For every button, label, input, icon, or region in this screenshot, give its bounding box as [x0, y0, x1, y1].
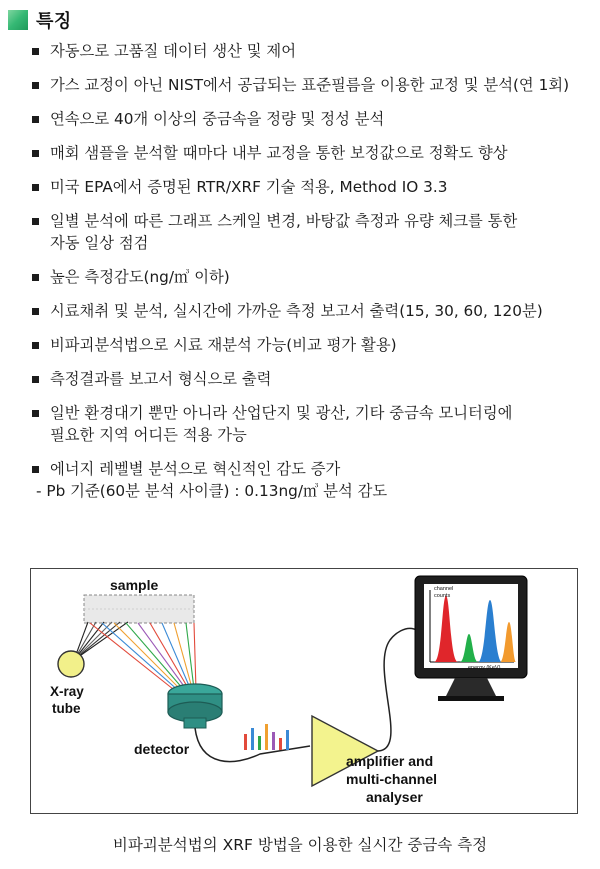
- bullet-icon: [32, 48, 39, 55]
- feature-item: [32, 176, 592, 198]
- feature-item: [32, 142, 592, 164]
- bullet-icon: [32, 116, 39, 123]
- bullet-icon: [32, 410, 39, 417]
- xray-label-2: tube: [52, 701, 81, 716]
- feature-item: [32, 108, 592, 130]
- bullet-icon: [32, 150, 39, 157]
- feature-text: 자동 일상 점검: [50, 234, 149, 252]
- section-header: [8, 8, 72, 32]
- feature-item: [32, 402, 592, 446]
- feature-text: 높은 측정감도(ng/㎥ 이하): [50, 268, 230, 286]
- sample-label: sample: [110, 577, 159, 593]
- screen-x-label: energy (KeV): [468, 665, 501, 671]
- feature-item: [32, 74, 592, 96]
- xrf-diagram: [30, 568, 578, 814]
- feature-text: 미국 EPA에서 증명된 RTR/XRF 기술 적용, Method IO 3.3: [50, 178, 448, 196]
- feature-text: 일반 환경대기 뿐만 아니라 산업단지 및 광산, 기타 중금속 모니터링에: [50, 404, 513, 422]
- feature-text: 자동으로 고품질 데이터 생산 및 제어: [50, 42, 296, 60]
- xray-label-1: X-ray: [50, 684, 84, 699]
- amp-label-3: analyser: [366, 789, 423, 805]
- feature-text: 연속으로 40개 이상의 중금속을 정량 및 정성 분석: [50, 110, 385, 128]
- bullet-icon: [32, 308, 39, 315]
- feature-text: 비파괴분석법으로 시료 재분석 가능(비교 평가 활용): [50, 336, 397, 354]
- bullet-icon: [32, 342, 39, 349]
- bullet-icon: [32, 376, 39, 383]
- figure-caption: 비파괴분석법의 XRF 방법을 이용한 실시간 중금속 측정: [112, 836, 488, 854]
- amp-label-2: multi-channel: [346, 771, 438, 787]
- detector-label: detector: [134, 741, 190, 757]
- feature-text: 매회 샘플을 분석할 때마다 내부 교정을 통한 보정값으로 정확도 향상: [50, 144, 508, 162]
- feature-list: [32, 40, 592, 514]
- amp-label-1: amplifier and: [346, 753, 434, 769]
- screen-y-label-1: channel: [434, 586, 454, 592]
- feature-subtext: - Pb 기준(60분 분석 사이클) : 0.13ng/㎥ 분석 감도: [36, 482, 388, 500]
- feature-text: 측정결과를 보고서 형식으로 출력: [50, 370, 272, 388]
- feature-item: [32, 40, 592, 62]
- section-marker-icon: [8, 10, 28, 30]
- bullet-icon: [32, 184, 39, 191]
- feature-text: 일별 분석에 따른 그래프 스케일 변경, 바탕값 측정과 유량 체크를 통한: [50, 212, 518, 230]
- bullet-icon: [32, 466, 39, 473]
- feature-item: [32, 458, 592, 502]
- bullet-icon: [32, 274, 39, 281]
- feature-text: 에너지 레벨별 분석으로 혁신적인 감도 증가: [50, 460, 341, 478]
- xray-tube-icon: [58, 651, 84, 677]
- feature-item: [32, 368, 592, 390]
- sample-plate: [84, 595, 194, 623]
- feature-text: 필요한 지역 어디든 적용 가능: [50, 426, 247, 444]
- feature-item: [32, 334, 592, 356]
- bullet-icon: [32, 218, 39, 225]
- feature-text: 가스 교정이 아닌 NIST에서 공급되는 표준필름을 이용한 교정 및 분석(연 1회): [50, 76, 570, 94]
- feature-text: 시료채취 및 분석, 실시간에 가까운 측정 보고서 출력(15, 30, 60, 120분): [50, 302, 543, 320]
- feature-item: [32, 266, 592, 288]
- feature-item: [32, 210, 592, 254]
- feature-item: [32, 300, 592, 322]
- bullet-icon: [32, 82, 39, 89]
- xray-tube: [58, 651, 84, 677]
- screen-y-label-2: counts: [434, 593, 451, 599]
- section-title: 특징: [36, 11, 72, 32]
